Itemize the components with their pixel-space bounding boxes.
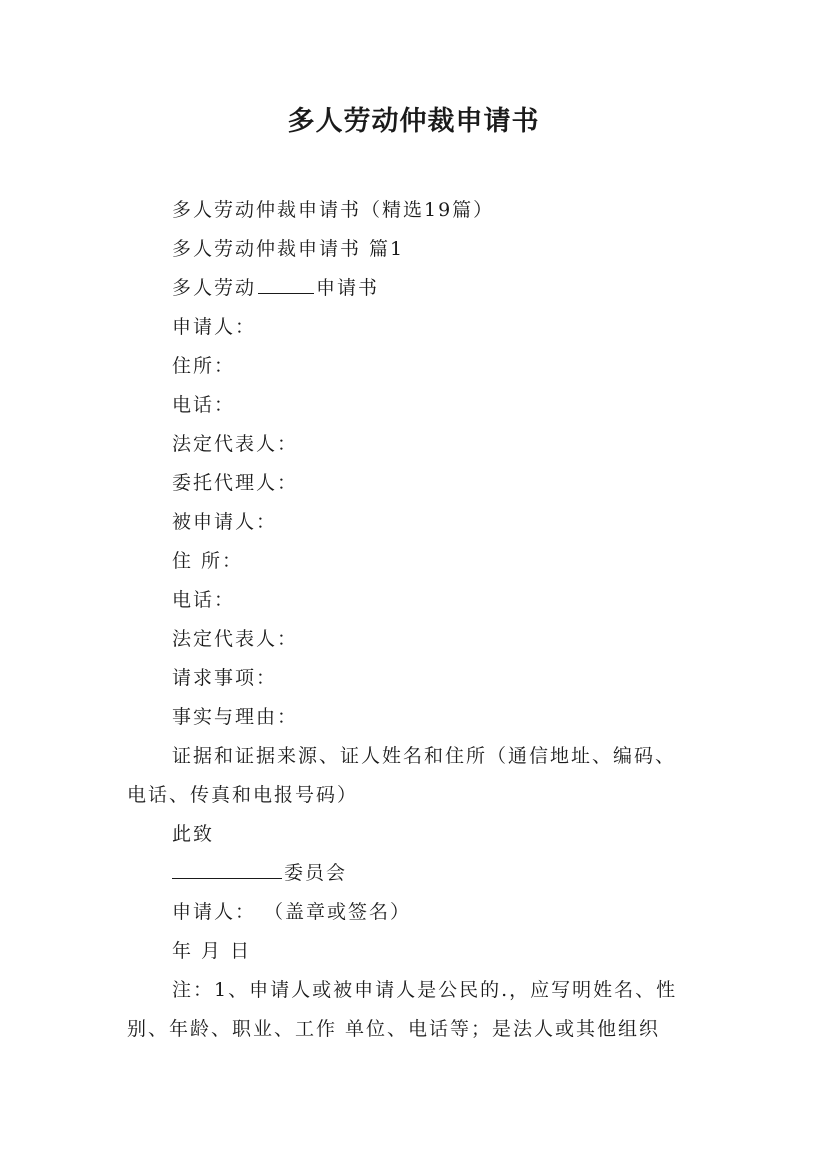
form-heading — [172, 274, 379, 302]
respondent-phone-field: 电话： — [172, 589, 236, 611]
document-title: 多人劳动仲裁申请书 — [287, 106, 540, 137]
evidence-paragraph-line1: 证据和证据来源、证人姓名和住所（通信地址、编码、 — [172, 745, 677, 767]
facts-field: 事实与理由： — [172, 706, 299, 728]
fill-blank — [258, 275, 314, 294]
phone-field: 电话： — [172, 394, 236, 416]
respondent-field: 被申请人： — [172, 511, 278, 533]
address-field: 住所： — [172, 355, 236, 377]
note-paragraph-line1: 注：1、申请人或被申请人是公民的.，应写明姓名、性 — [172, 979, 678, 1001]
committee-blank — [172, 860, 282, 879]
form-heading-suffix: 申请书 — [316, 277, 380, 299]
evidence-paragraph-line2: 电话、传真和电报号码） — [127, 784, 359, 806]
form-heading-prefix: 多人劳动 — [172, 277, 257, 299]
committee-label: 委员会 — [284, 862, 348, 884]
respondent-legal-representative-field: 法定代表人： — [172, 628, 299, 650]
salutation: 此致 — [172, 823, 215, 845]
section-heading: 多人劳动仲裁申请书 篇1 — [172, 238, 405, 260]
committee-line — [172, 859, 347, 887]
note-paragraph-line2: 别、年龄、职业、工作 单位、电话等；是法人或其他组织 — [127, 1018, 661, 1040]
respondent-address-field: 住 所： — [172, 550, 244, 572]
date-line: 年 月 日 — [172, 940, 252, 962]
claims-field: 请求事项： — [172, 667, 278, 689]
subtitle-collection: 多人劳动仲裁申请书（精选19篇） — [172, 199, 495, 221]
legal-representative-field: 法定代表人： — [172, 433, 299, 455]
signature-line: 申请人： （盖章或签名） — [172, 901, 412, 923]
agent-field: 委托代理人： — [172, 472, 299, 494]
applicant-field: 申请人： — [172, 316, 257, 338]
